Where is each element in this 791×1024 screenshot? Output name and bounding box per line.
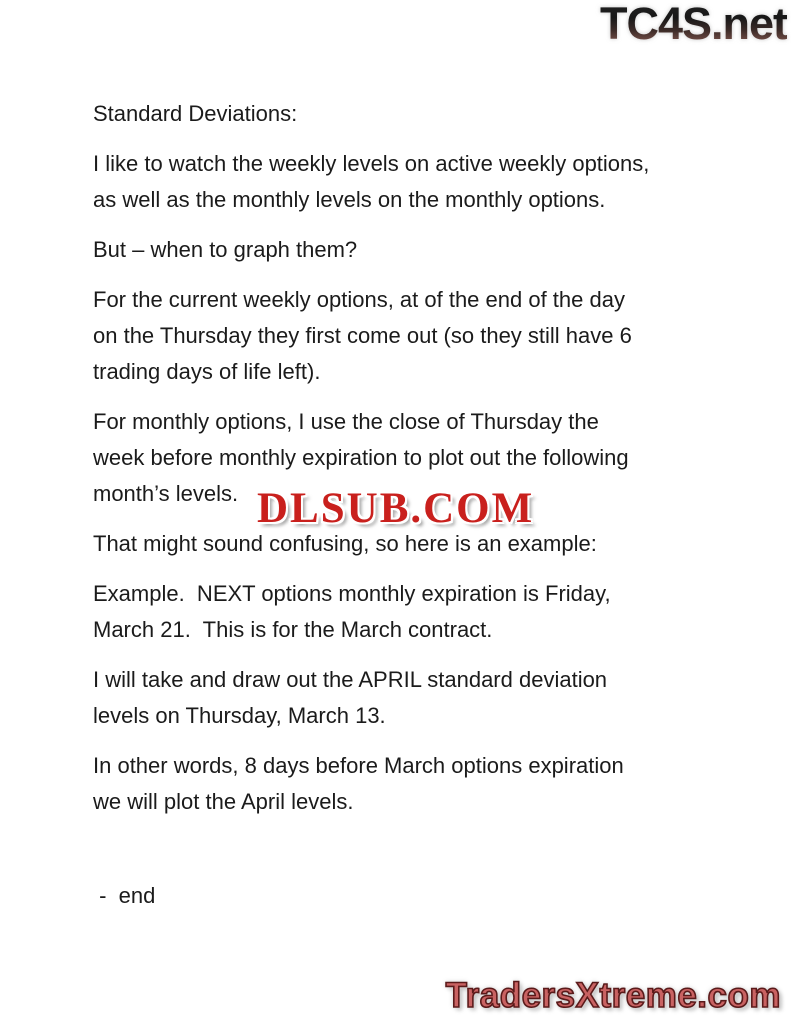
paragraph	[93, 96, 649, 132]
text-line: - end	[93, 883, 156, 908]
text-line: March 21. This is for the March contract.	[93, 617, 493, 642]
paragraph	[93, 282, 649, 390]
text-line: But – when to graph them?	[93, 237, 358, 262]
text-line: month’s levels.	[93, 481, 239, 506]
text-line: week before monthly expiration to plot out the following	[93, 445, 629, 470]
paragraph	[93, 146, 649, 218]
tc4s-logo: TC4S.net	[599, 0, 787, 49]
text-line: In other words, 8 days before March options expiration	[93, 753, 624, 778]
text-line: Example. NEXT options monthly expiration is Friday,	[93, 581, 611, 606]
text-line: I like to watch the weekly levels on active weekly options,	[93, 151, 650, 176]
paragraph	[93, 232, 649, 268]
text-line: trading days of life left).	[93, 359, 321, 384]
text-line: as well as the monthly levels on the monthly options.	[93, 187, 606, 212]
text-line: That might sound confusing, so here is an example:	[93, 531, 597, 556]
text-line: For the current weekly options, at of the end of the day	[93, 287, 625, 312]
text-line: we will plot the April levels.	[93, 789, 354, 814]
text-line: levels on Thursday, March 13.	[93, 703, 386, 728]
text-line: For monthly options, I use the close of Thursday the	[93, 409, 599, 434]
tradersxtreme-logo: TradersXtreme.com	[445, 976, 781, 1015]
text-line: on the Thursday they first come out (so they still have 6	[93, 323, 632, 348]
paragraph	[93, 662, 649, 734]
paragraph	[93, 878, 649, 914]
paragraph	[93, 748, 649, 820]
paragraph	[93, 576, 649, 648]
text-line: Standard Deviations:	[93, 101, 298, 126]
dlsub-watermark: DLSUB.COM	[257, 485, 535, 532]
text-line: I will take and draw out the APRIL standard deviation	[93, 667, 608, 692]
